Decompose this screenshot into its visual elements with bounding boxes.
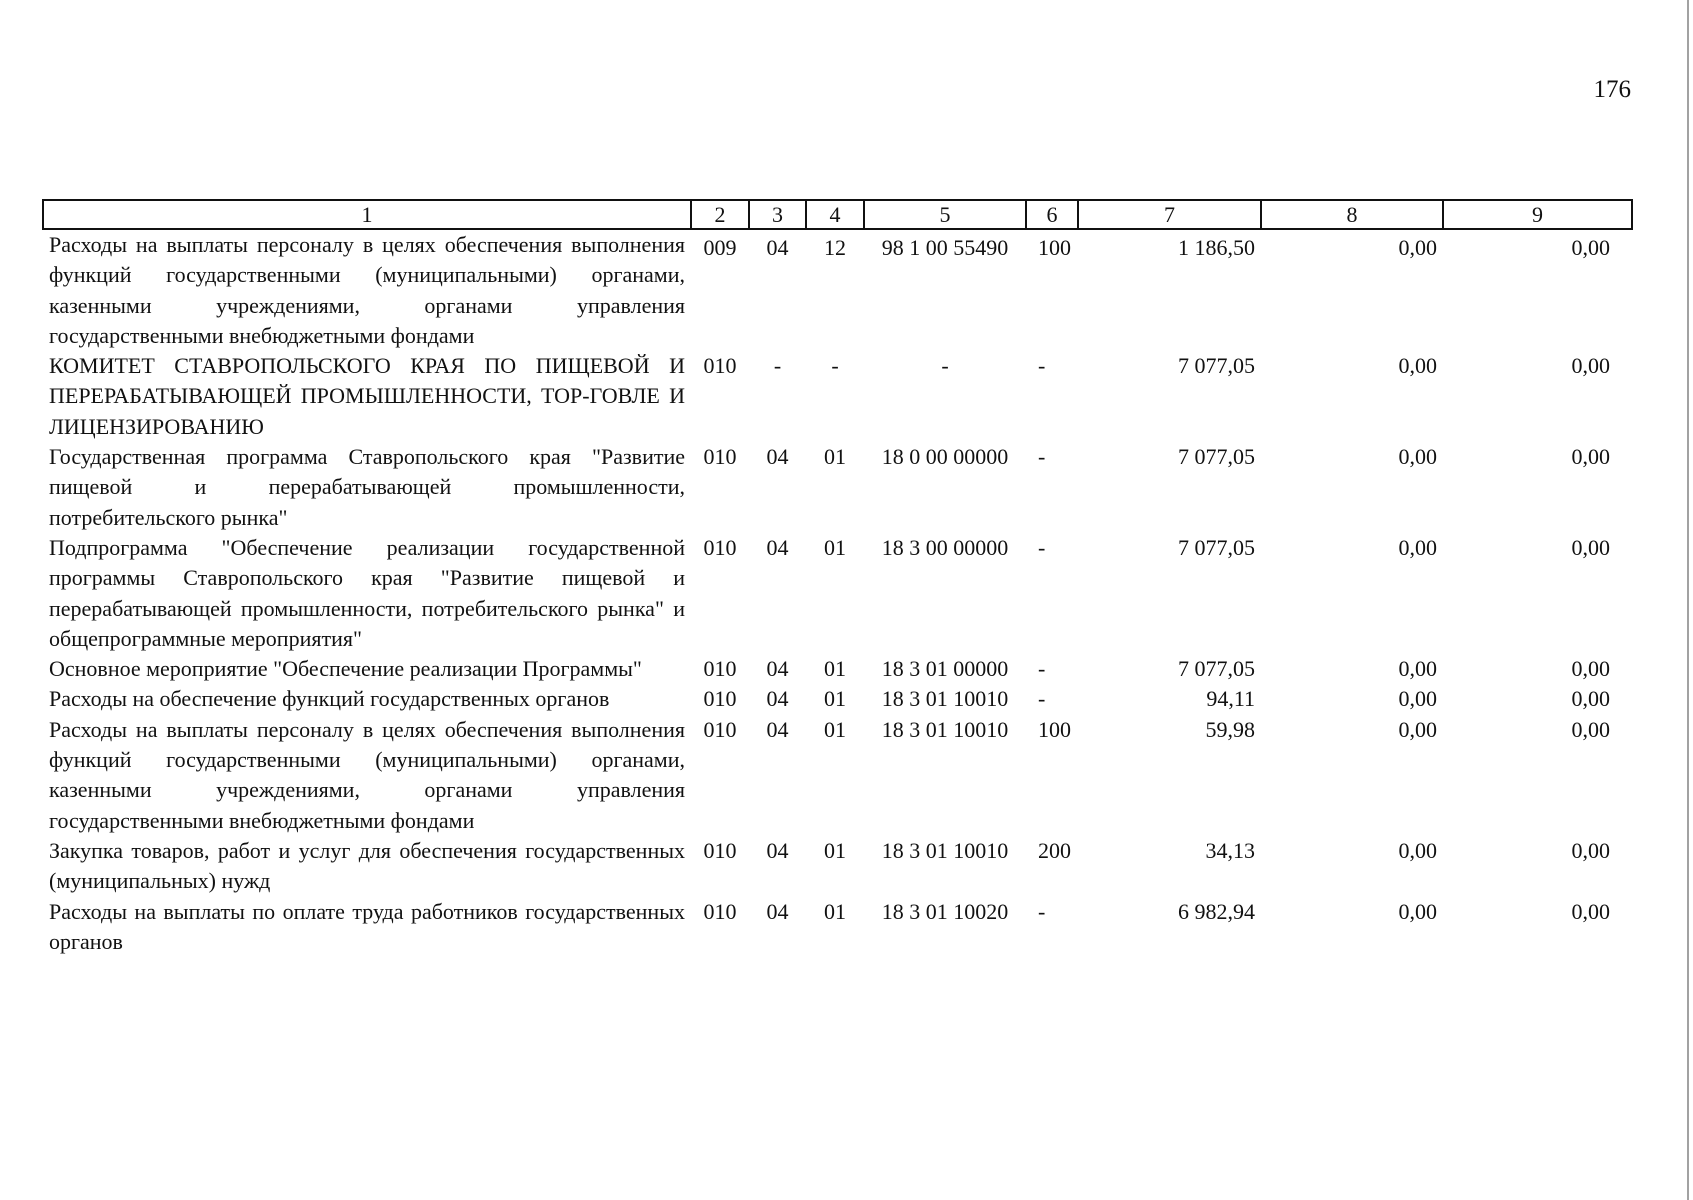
table-row — [43, 897, 1632, 958]
subsection-code: 12 — [824, 235, 846, 260]
amount-col-8: 0,00 — [1398, 235, 1437, 260]
target-article-code: - — [941, 353, 949, 379]
target-article-code: 18 3 01 10020 — [881, 898, 1009, 924]
amount-col-8: 0,00 — [1398, 656, 1437, 682]
amount-col-7: 7 077,05 — [1178, 444, 1255, 470]
header-col-4: 4 — [806, 200, 864, 229]
ministry-code: 010 — [703, 686, 737, 712]
ministry-code: 010 — [703, 837, 737, 863]
amount-col-7: 59,98 — [1205, 716, 1255, 742]
target-article-code: 18 3 01 10010 — [881, 837, 1009, 863]
target-article-code: 18 0 00 00000 — [881, 444, 1009, 470]
expense-type-code: - — [1038, 656, 1046, 682]
amount-col-7: 7 077,05 — [1178, 534, 1255, 560]
amount-col-8: 0,00 — [1398, 686, 1437, 712]
row-description: Государственная программа Ставропольского края "Развитие пищевой и перерабатывающей промышленности, потребительского рынка" — [49, 444, 685, 530]
section-code: 04 — [766, 656, 789, 682]
page-number: 176 — [1593, 76, 1631, 103]
amount-col-9: 0,00 — [1571, 656, 1610, 682]
amount-col-8: 0,00 — [1398, 898, 1437, 924]
amount-col-7: 6 982,94 — [1178, 898, 1255, 924]
amount-col-9: 0,00 — [1571, 235, 1610, 260]
amount-col-9: 0,00 — [1571, 353, 1610, 379]
table-row — [43, 715, 1632, 836]
row-description: КОМИТЕТ СТАВРОПОЛЬСКОГО КРАЯ ПО ПИЩЕВОЙ И ПЕРЕРАБАТЫВАЮЩЕЙ ПРОМЫШЛЕННОСТИ, ТОР-ГОВЛЕ И ЛИЦЕНЗИРОВАНИЮ — [49, 353, 685, 439]
section-code: 04 — [766, 444, 789, 470]
scan-edge-line — [1687, 0, 1689, 1200]
target-article-code: 18 3 00 00000 — [881, 534, 1009, 560]
section-code: 04 — [766, 837, 789, 863]
row-description: Расходы на выплаты персоналу в целях обеспечения выполнения функций государственными (муниципальными) органами, казенными учреждениями, органами управления государственными внебюджетными фондами — [49, 716, 685, 833]
ministry-code: 010 — [703, 716, 737, 742]
amount-col-9: 0,00 — [1571, 534, 1610, 560]
amount-col-9: 0,00 — [1571, 686, 1610, 712]
target-article-code: 98 1 00 55490 — [881, 235, 1009, 260]
section-code: 04 — [766, 534, 789, 560]
subsection-code: 01 — [824, 837, 846, 863]
table-row — [43, 654, 1632, 684]
ministry-code: 010 — [703, 898, 737, 924]
subsection-code: 01 — [824, 656, 846, 682]
header-col-5: 5 — [864, 200, 1026, 229]
amount-col-8: 0,00 — [1398, 534, 1437, 560]
amount-col-7: 1 186,50 — [1178, 235, 1255, 260]
subsection-code: 01 — [824, 534, 846, 560]
table-row — [43, 684, 1632, 714]
table-row — [43, 533, 1632, 654]
amount-col-9: 0,00 — [1571, 898, 1610, 924]
amount-col-8: 0,00 — [1398, 444, 1437, 470]
expense-type-code: - — [1038, 534, 1046, 560]
section-code: 04 — [766, 898, 789, 924]
row-description: Расходы на выплаты по оплате труда работников государственных органов — [49, 898, 685, 954]
section-code: - — [773, 353, 782, 379]
amount-col-8: 0,00 — [1398, 716, 1437, 742]
ministry-code: 010 — [703, 656, 737, 682]
subsection-code: 01 — [824, 444, 846, 470]
target-article-code: 18 3 01 00000 — [881, 656, 1009, 682]
table-row — [43, 229, 1632, 351]
section-code: 04 — [766, 686, 789, 712]
table-row — [43, 351, 1632, 442]
amount-col-9: 0,00 — [1571, 716, 1610, 742]
header-row — [43, 200, 1632, 229]
header-col-3: 3 — [749, 200, 806, 229]
section-code: 04 — [766, 235, 789, 260]
expense-type-code: 200 — [1038, 837, 1071, 863]
ministry-code: 010 — [703, 353, 737, 379]
ministry-code: 009 — [703, 235, 737, 260]
ministry-code: 010 — [703, 534, 737, 560]
expense-type-code: 100 — [1038, 235, 1071, 260]
row-description: Подпрограмма "Обеспечение реализации государственной программы Ставропольского края "Развитие пищевой и перерабатывающей промышленности, потребительского рынка" и общепрограммные мероприятия" — [49, 534, 685, 651]
table-row — [43, 442, 1632, 533]
subsection-code: 01 — [824, 686, 846, 712]
header-col-9: 9 — [1443, 200, 1632, 229]
header-col-2: 2 — [691, 200, 749, 229]
subsection-code: - — [831, 353, 839, 379]
header-col-6: 6 — [1026, 200, 1078, 229]
row-description: Основное мероприятие "Обеспечение реализации Программы" — [49, 656, 642, 682]
header-col-1: 1 — [43, 200, 691, 229]
subsection-code: 01 — [824, 898, 846, 924]
amount-col-7: 7 077,05 — [1178, 656, 1255, 682]
target-article-code: 18 3 01 10010 — [881, 686, 1009, 712]
ministry-code: 010 — [703, 444, 737, 470]
amount-col-8: 0,00 — [1398, 353, 1437, 379]
expense-type-code: - — [1038, 898, 1046, 924]
row-description: Закупка товаров, работ и услуг для обеспечения государственных (муниципальных) нужд — [49, 837, 685, 894]
expense-type-code: 100 — [1038, 716, 1071, 742]
budget-table — [42, 199, 1633, 957]
expense-type-code: - — [1038, 353, 1046, 379]
amount-col-8: 0,00 — [1398, 837, 1437, 863]
header-col-8: 8 — [1261, 200, 1443, 229]
row-description: Расходы на выплаты персоналу в целях обеспечения выполнения функций государственными (муниципальными) органами, казенными учреждениями, органами управления государственными внебюджетными фондами — [49, 232, 685, 348]
section-code: 04 — [766, 716, 789, 742]
amount-col-9: 0,00 — [1571, 837, 1610, 863]
amount-col-9: 0,00 — [1571, 444, 1610, 470]
amount-col-7: 94,11 — [1206, 686, 1255, 712]
amount-col-7: 7 077,05 — [1178, 353, 1255, 379]
table-row — [43, 836, 1632, 897]
target-article-code: 18 3 01 10010 — [881, 716, 1009, 742]
row-description: Расходы на обеспечение функций государственных органов — [49, 686, 610, 712]
subsection-code: 01 — [824, 716, 846, 742]
header-col-7: 7 — [1078, 200, 1261, 229]
amount-col-7: 34,13 — [1205, 837, 1255, 863]
expense-type-code: - — [1038, 444, 1046, 470]
expense-type-code: - — [1038, 686, 1046, 712]
